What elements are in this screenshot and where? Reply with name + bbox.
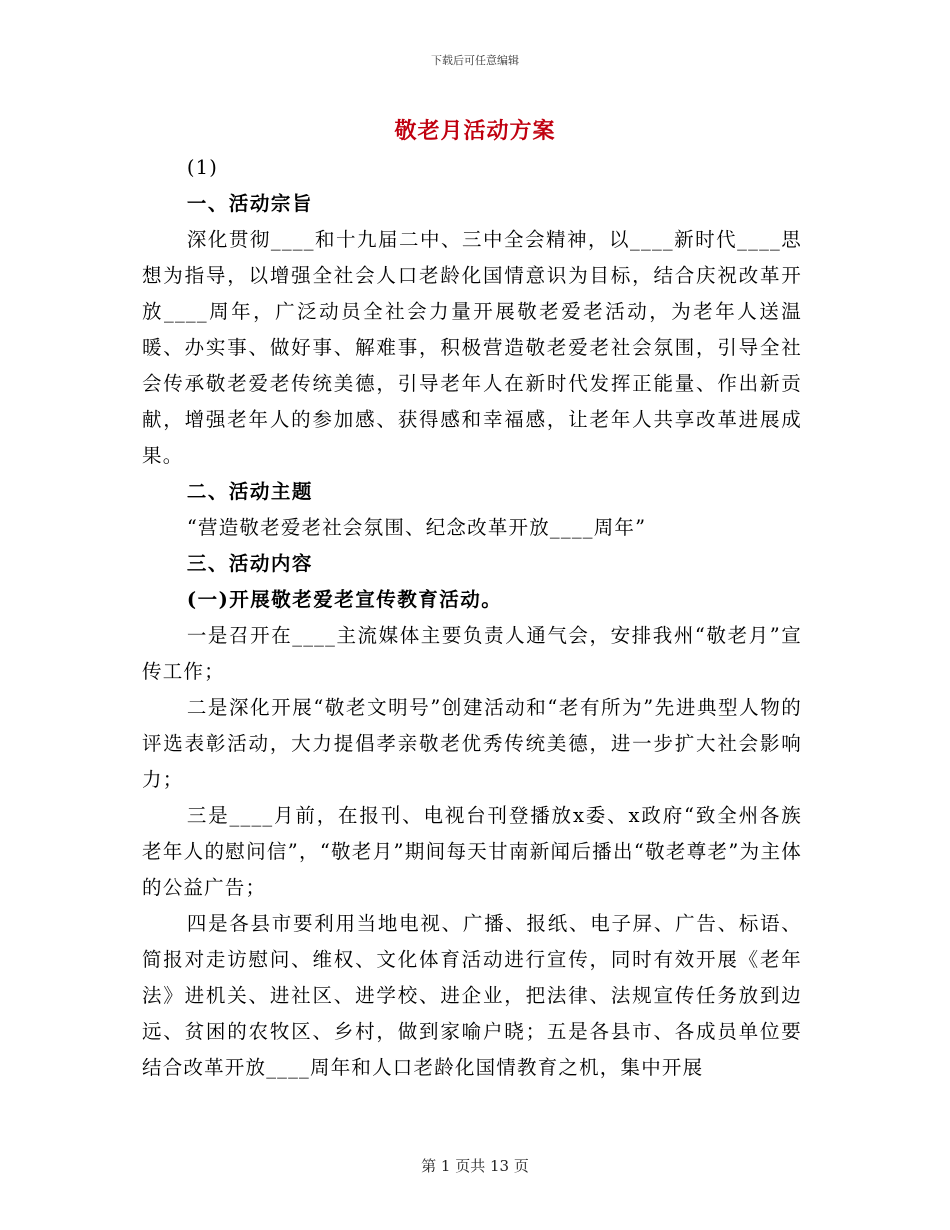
document-body xyxy=(142,150,802,1086)
paragraph-item-4: 四是各县市要利用当地电视、广播、报纸、电子屏、广告、标语、简报对走访慰问、维权、文化体育活动进行宣传，同时有效开展《老年法》进机关、进社区、进学校、进企业，把法律、法规宣传任务放到边远、贫困的农牧区、乡村，做到家喻户晓；五是各县市、各成员单位要结合改革开放____周年和人口老龄化国情教育之机，集中开展 xyxy=(142,912,802,1079)
paragraph-purpose: 深化贯彻____和十九届二中、三中全会精神，以____新时代____思想为指导，以增强全社会人口老龄化国情意识为目标，结合庆祝改革开放____周年，广泛动员全社会力量开展敬老爱老活动，为老年人送温暖、办实事、做好事、解难事，积极营造敬老爱老社会氛围，引导全社会传承敬老爱老传统美德，引导老年人在新时代发挥正能量、作出新贡献，增强老年人的参加感、获得感和幸福感，让老年人共享改革进展成果。 xyxy=(142,228,802,467)
page-footer: 第 1 页共 13 页 xyxy=(421,1157,529,1175)
page-title: 敬老月活动方案 xyxy=(394,118,556,144)
paragraph-item-1: 一是召开在____主流媒体主要负责人通气会，安排我州“敬老月”宣传工作； xyxy=(142,624,802,683)
paragraph-item-3: 三是____月前，在报刊、电视台刊登播放x委、x政府“致全州各族老年人的慰问信”，“敬老月”期间每天甘南新闻后播出“敬老尊老”为主体的公益广告； xyxy=(142,804,802,899)
section-heading-purpose: 一、活动宗旨 xyxy=(186,192,313,215)
section-heading-theme: 二、活动主题 xyxy=(186,480,313,503)
header-note: 下载后可任意编辑 xyxy=(431,54,519,67)
paragraph-theme: “营造敬老爱老社会氛围、纪念改革开放____周年” xyxy=(186,516,647,539)
section-heading-content: 三、活动内容 xyxy=(186,552,313,575)
paragraph-item-2: 二是深化开展“敬老文明号”创建活动和“老有所为”先进典型人物的评选表彰活动，大力提倡孝亲敬老优秀传统美德，进一步扩大社会影响力； xyxy=(142,696,802,791)
paragraph-number: (1) xyxy=(186,156,219,179)
subsection-heading-publicity: (一)开展敬老爱老宣传教育活动。 xyxy=(186,588,503,611)
